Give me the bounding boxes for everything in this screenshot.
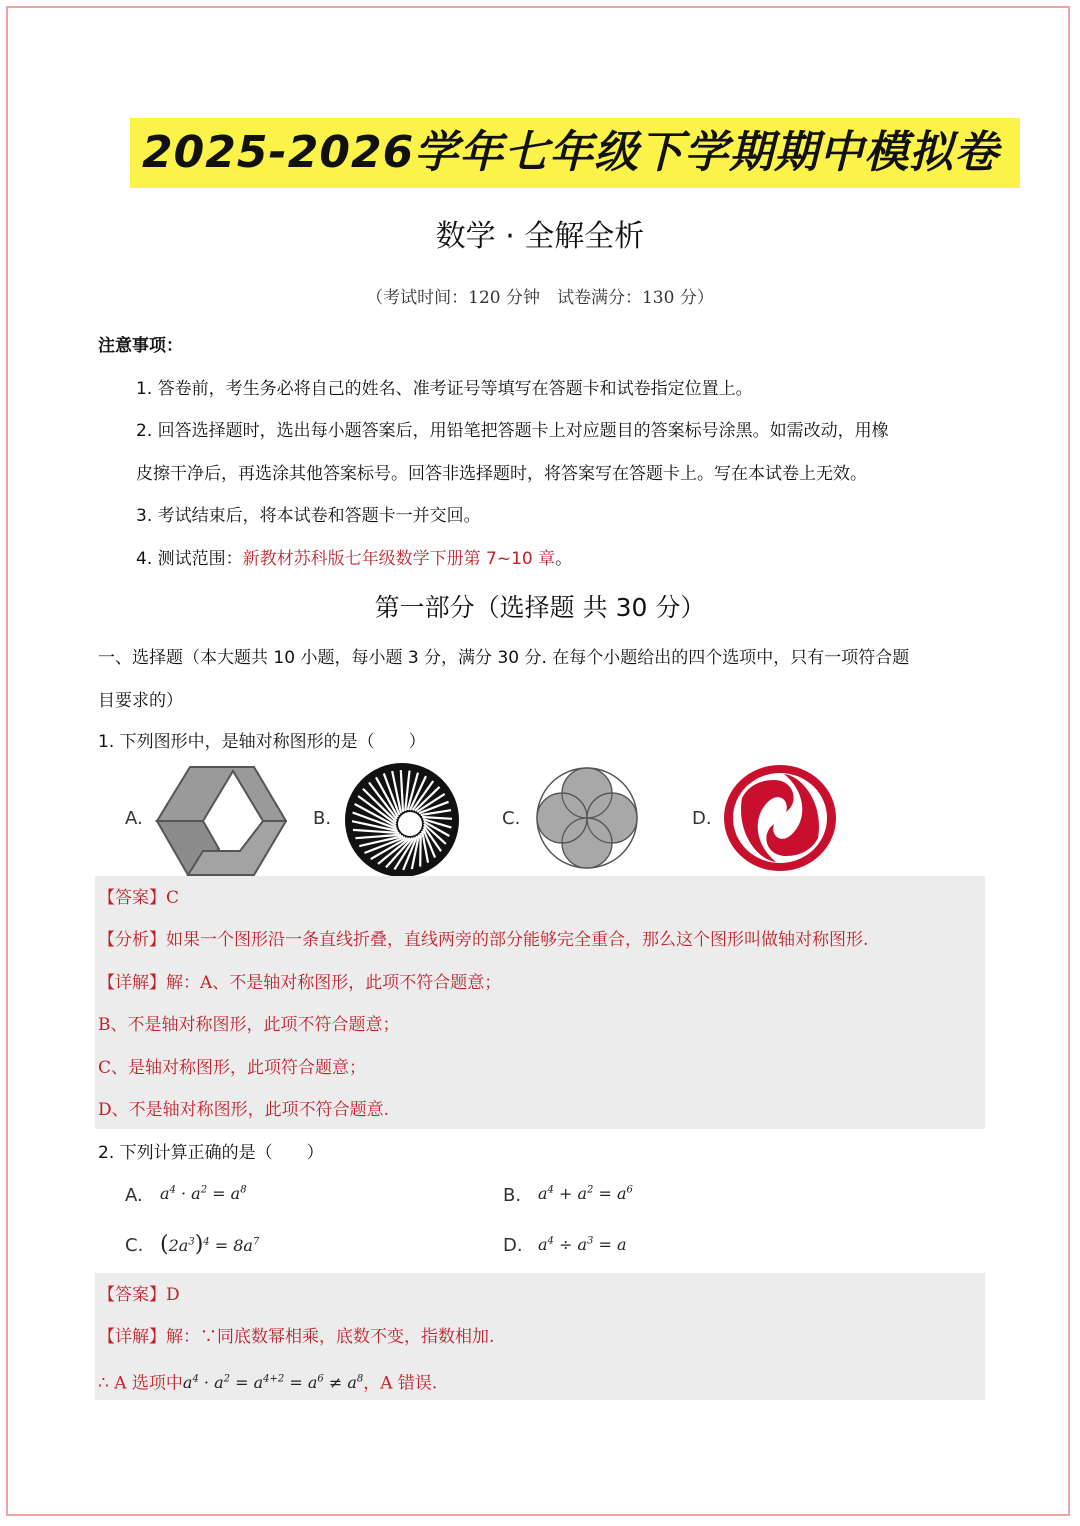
notice-item-2: 2. 回答选择题时，选出每小题答案后，用铅笔把答题卡上对应题目的答案标号涂黑。如需改动，用橡 bbox=[136, 421, 889, 441]
notice-item-1: 1. 答卷前，考生务必将自己的姓名、准考证号等填写在答题卡和试卷指定位置上。 bbox=[136, 379, 753, 399]
exam-info: （考试时间：120 分钟 试卷满分：130 分） bbox=[366, 288, 714, 308]
notice-heading: 注意事项： bbox=[98, 336, 183, 356]
q2-label-b: B. bbox=[503, 1185, 522, 1206]
q2-option-c: $(2a^3)^4 = 8a^7$ bbox=[160, 1232, 260, 1257]
q2-label-a: A. bbox=[125, 1185, 143, 1206]
q1-answer: 【答案】C bbox=[98, 888, 180, 908]
q1-label-a: A. bbox=[125, 808, 143, 829]
q1-detail-2: B、不是轴对称图形，此项不符合题意； bbox=[98, 1015, 400, 1035]
test-scope: 新教材苏科版七年级数学下册第 7~10 章 bbox=[242, 549, 556, 569]
notice-item-2-cont: 皮擦干净后，再选涂其他答案标号。回答非选择题时，将答案写在答题卡上。写在本试卷上无效。 bbox=[136, 464, 867, 484]
q2-detail-2-formula: $a^4 \cdot a^2 = a^{4+2} = a^6 \ne a^8$ bbox=[182, 1373, 364, 1393]
section1-heading: 一、选择题（本大题共 10 小题，每小题 3 分，满分 30 分. 在每个小题给出的四个选项中，只有一项符合题 bbox=[98, 648, 910, 668]
notice-item-4-end: 。 bbox=[555, 549, 573, 569]
q1-figure-a bbox=[155, 765, 287, 877]
q1-detail-1: 【详解】解：A、不是轴对称图形，此项不符合题意； bbox=[98, 973, 502, 993]
part1-title: 第一部分（选择题 共 30 分） bbox=[374, 593, 706, 622]
subtitle: 数学 · 全解全析 bbox=[435, 219, 645, 254]
q2-detail-2-prefix: ∴ A 选项中 bbox=[98, 1373, 183, 1394]
q1-stem: 1. 下列图形中，是轴对称图形的是（ ） bbox=[98, 732, 426, 752]
page-title: 2025-2026学年七年级下学期期中模拟卷 bbox=[142, 127, 1000, 178]
q2-option-d: $a^4 \div a^3 = a$ bbox=[538, 1235, 627, 1254]
q1-figure-d bbox=[722, 763, 838, 873]
q2-detail-2 bbox=[98, 1367, 437, 1396]
q2-answer: 【答案】D bbox=[98, 1285, 180, 1305]
q2-detail-2-suffix: ，A 错误. bbox=[363, 1373, 438, 1394]
q2-option-b: $a^4 + a^2 = a^6$ bbox=[538, 1184, 633, 1203]
q1-label-c: C. bbox=[502, 808, 521, 829]
q2-label-c: C. bbox=[125, 1235, 144, 1256]
q1-answer-box bbox=[95, 876, 985, 1129]
swirl-ray bbox=[420, 833, 421, 867]
section1-heading-cont: 目要求的） bbox=[98, 691, 183, 711]
q1-detail-3: C、是轴对称图形，此项符合题意； bbox=[98, 1058, 367, 1078]
q2-label-d: D. bbox=[503, 1235, 523, 1256]
notice-item-3: 3. 考试结束后，将本试卷和答题卡一并交回。 bbox=[136, 506, 481, 526]
q1-figure-b bbox=[344, 762, 460, 878]
q2-option-a: $a^4 \cdot a^2 = a^8$ bbox=[160, 1184, 247, 1203]
notice-item-4-label: 4. 测试范围： bbox=[136, 549, 243, 569]
q1-analysis: 【分析】如果一个图形沿一条直线折叠，直线两旁的部分能够完全重合，那么这个图形叫做轴对称图形. bbox=[98, 930, 869, 950]
q1-figure-c bbox=[535, 766, 639, 870]
q1-label-b: B. bbox=[313, 808, 332, 829]
q2-stem: 2. 下列计算正确的是（ ） bbox=[98, 1143, 324, 1163]
q1-label-d: D. bbox=[692, 808, 712, 829]
notice-item-4 bbox=[136, 546, 572, 572]
q1-detail-4: D、不是轴对称图形，此项不符合题意. bbox=[98, 1100, 390, 1120]
q2-detail-1: 【详解】解：∵同底数幂相乘，底数不变，指数相加. bbox=[98, 1327, 495, 1347]
